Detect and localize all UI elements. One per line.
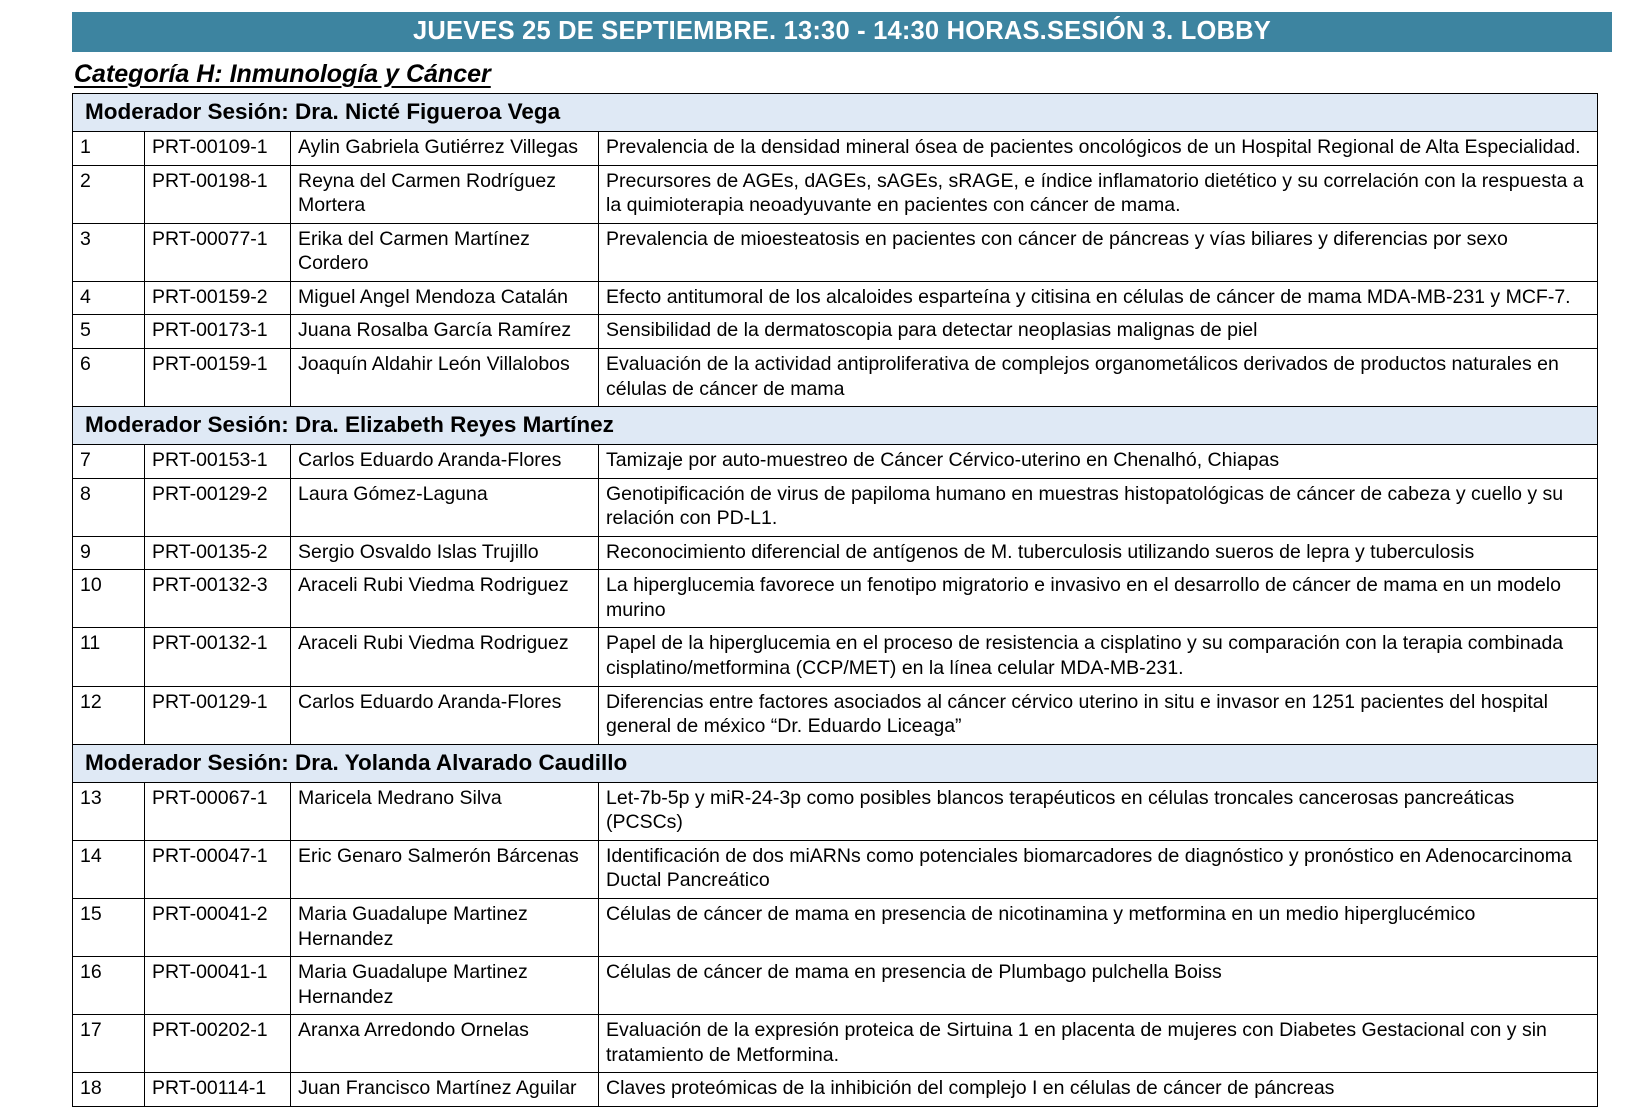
moderator-row <box>73 94 1598 132</box>
row-title: Let-7b-5p y miR-24-3p como posibles blancos terapéuticos en células troncales cancerosas pancreáticas (PCSCs) <box>599 782 1598 840</box>
row-code: PRT-00198-1 <box>145 165 291 223</box>
moderator-label: Moderador Sesión: Dra. Nicté Figueroa Vega <box>73 94 1598 132</box>
moderator-label: Moderador Sesión: Dra. Elizabeth Reyes Martínez <box>73 407 1598 445</box>
table-row <box>73 1073 1598 1107</box>
row-number: 8 <box>73 478 145 536</box>
row-author: Miguel Angel Mendoza Catalán <box>291 281 599 315</box>
row-title: Efecto antitumoral de los alcaloides esparteína y citisina en células de cáncer de mama MDA-MB-231 y MCF-7. <box>599 281 1598 315</box>
row-number: 16 <box>73 957 145 1015</box>
row-title: Prevalencia de mioesteatosis en pacientes con cáncer de páncreas y vías biliares y diferencias por sexo <box>599 223 1598 281</box>
row-code: PRT-00041-2 <box>145 898 291 956</box>
row-code: PRT-00077-1 <box>145 223 291 281</box>
row-author: Juan Francisco Martínez Aguilar <box>291 1073 599 1107</box>
row-author: Joaquín Aldahir León Villalobos <box>291 348 599 406</box>
row-title: Prevalencia de la densidad mineral ósea de pacientes oncológicos de un Hospital Regional de Alta Especialidad. <box>599 132 1598 166</box>
row-author: Erika del Carmen Martínez Cordero <box>291 223 599 281</box>
category-title: Categoría H: Inmunología y Cáncer <box>74 60 491 88</box>
table-row <box>73 478 1598 536</box>
table-row <box>73 898 1598 956</box>
row-code: PRT-00041-1 <box>145 957 291 1015</box>
table-row <box>73 536 1598 570</box>
row-number: 7 <box>73 445 145 479</box>
row-title: Identificación de dos miARNs como potenciales biomarcadores de diagnóstico y pronóstico en Adenocarcinoma Ductal Pancreático <box>599 840 1598 898</box>
row-number: 9 <box>73 536 145 570</box>
row-code: PRT-00159-1 <box>145 348 291 406</box>
table-row <box>73 315 1598 349</box>
row-author: Maricela Medrano Silva <box>291 782 599 840</box>
row-title: Células de cáncer de mama en presencia de nicotinamina y metformina en un medio hiperglucémico <box>599 898 1598 956</box>
row-title: Precursores de AGEs, dAGEs, sAGEs, sRAGE, e índice inflamatorio dietético y su correlación con la respuesta a la quimioterapia neoadyuvante en pacientes con cáncer de mama. <box>599 165 1598 223</box>
table-row <box>73 782 1598 840</box>
table-row <box>73 223 1598 281</box>
table-row <box>73 165 1598 223</box>
row-number: 4 <box>73 281 145 315</box>
row-title: Sensibilidad de la dermatoscopia para detectar neoplasias malignas de piel <box>599 315 1598 349</box>
row-title: Evaluación de la actividad antiproliferativa de complejos organometálicos derivados de productos naturales en células de cáncer de mama <box>599 348 1598 406</box>
schedule-table-body <box>73 94 1598 1107</box>
row-title: Genotipificación de virus de papiloma humano en muestras histopatológicas de cáncer de cabeza y cuello y su relación con PD-L1. <box>599 478 1598 536</box>
table-row <box>73 628 1598 686</box>
row-code: PRT-00129-1 <box>145 686 291 744</box>
row-author: Eric Genaro Salmerón Bárcenas <box>291 840 599 898</box>
table-row <box>73 570 1598 628</box>
row-code: PRT-00109-1 <box>145 132 291 166</box>
row-code: PRT-00202-1 <box>145 1015 291 1073</box>
row-code: PRT-00173-1 <box>145 315 291 349</box>
row-author: Laura Gómez-Laguna <box>291 478 599 536</box>
table-row <box>73 840 1598 898</box>
row-author: Juana Rosalba García Ramírez <box>291 315 599 349</box>
moderator-label: Moderador Sesión: Dra. Yolanda Alvarado Caudillo <box>73 744 1598 782</box>
row-number: 5 <box>73 315 145 349</box>
row-code: PRT-00067-1 <box>145 782 291 840</box>
row-author: Reyna del Carmen Rodríguez Mortera <box>291 165 599 223</box>
row-title: Reconocimiento diferencial de antígenos de M. tuberculosis utilizando sueros de lepra y tuberculosis <box>599 536 1598 570</box>
row-author: Aranxa Arredondo Ornelas <box>291 1015 599 1073</box>
row-code: PRT-00132-1 <box>145 628 291 686</box>
row-code: PRT-00153-1 <box>145 445 291 479</box>
row-title: Papel de la hiperglucemia en el proceso de resistencia a cisplatino y su comparación con la terapia combinada cisplatino/metformina (CCP/MET) en la línea celular MDA-MB-231. <box>599 628 1598 686</box>
row-number: 12 <box>73 686 145 744</box>
row-code: PRT-00129-2 <box>145 478 291 536</box>
moderator-row <box>73 407 1598 445</box>
table-row <box>73 445 1598 479</box>
row-number: 1 <box>73 132 145 166</box>
row-title: La hiperglucemia favorece un fenotipo migratorio e invasivo en el desarrollo de cáncer de mama en un modelo murino <box>599 570 1598 628</box>
row-number: 15 <box>73 898 145 956</box>
row-title: Tamizaje por auto-muestreo de Cáncer Cérvico-uterino en Chenalhó, Chiapas <box>599 445 1598 479</box>
row-number: 6 <box>73 348 145 406</box>
row-author: Aylin Gabriela Gutiérrez Villegas <box>291 132 599 166</box>
table-row <box>73 132 1598 166</box>
row-code: PRT-00135-2 <box>145 536 291 570</box>
table-row <box>73 957 1598 1015</box>
session-banner-title: JUEVES 25 DE SEPTIEMBRE. 13:30 - 14:30 HORAS.SESIÓN 3. LOBBY <box>412 17 1272 46</box>
row-title: Claves proteómicas de la inhibición del complejo I en células de cáncer de páncreas <box>599 1073 1598 1107</box>
row-title: Diferencias entre factores asociados al cáncer cérvico uterino in situ e invasor en 1251 pacientes del hospital general de méxico “Dr. Eduardo Liceaga” <box>599 686 1598 744</box>
table-row <box>73 348 1598 406</box>
row-author: Araceli Rubi Viedma Rodriguez <box>291 570 599 628</box>
table-row <box>73 1015 1598 1073</box>
row-author: Carlos Eduardo Aranda-Flores <box>291 686 599 744</box>
row-code: PRT-00047-1 <box>145 840 291 898</box>
row-author: Maria Guadalupe Martinez Hernandez <box>291 898 599 956</box>
row-number: 14 <box>73 840 145 898</box>
row-number: 2 <box>73 165 145 223</box>
schedule-table <box>72 93 1598 1107</box>
row-code: PRT-00159-2 <box>145 281 291 315</box>
row-author: Carlos Eduardo Aranda-Flores <box>291 445 599 479</box>
row-code: PRT-00132-3 <box>145 570 291 628</box>
row-author: Sergio Osvaldo Islas Trujillo <box>291 536 599 570</box>
table-row <box>73 686 1598 744</box>
row-number: 3 <box>73 223 145 281</box>
row-author: Maria Guadalupe Martinez Hernandez <box>291 957 599 1015</box>
row-number: 10 <box>73 570 145 628</box>
row-code: PRT-00114-1 <box>145 1073 291 1107</box>
row-number: 17 <box>73 1015 145 1073</box>
row-number: 18 <box>73 1073 145 1107</box>
row-title: Células de cáncer de mama en presencia de Plumbago pulchella Boiss <box>599 957 1598 1015</box>
moderator-row <box>73 744 1598 782</box>
row-author: Araceli Rubi Viedma Rodriguez <box>291 628 599 686</box>
row-number: 11 <box>73 628 145 686</box>
table-row <box>73 281 1598 315</box>
session-banner <box>72 12 1612 52</box>
row-number: 13 <box>73 782 145 840</box>
row-title: Evaluación de la expresión proteica de Sirtuina 1 en placenta de mujeres con Diabetes Gestacional con y sin tratamiento de Metformina. <box>599 1015 1598 1073</box>
